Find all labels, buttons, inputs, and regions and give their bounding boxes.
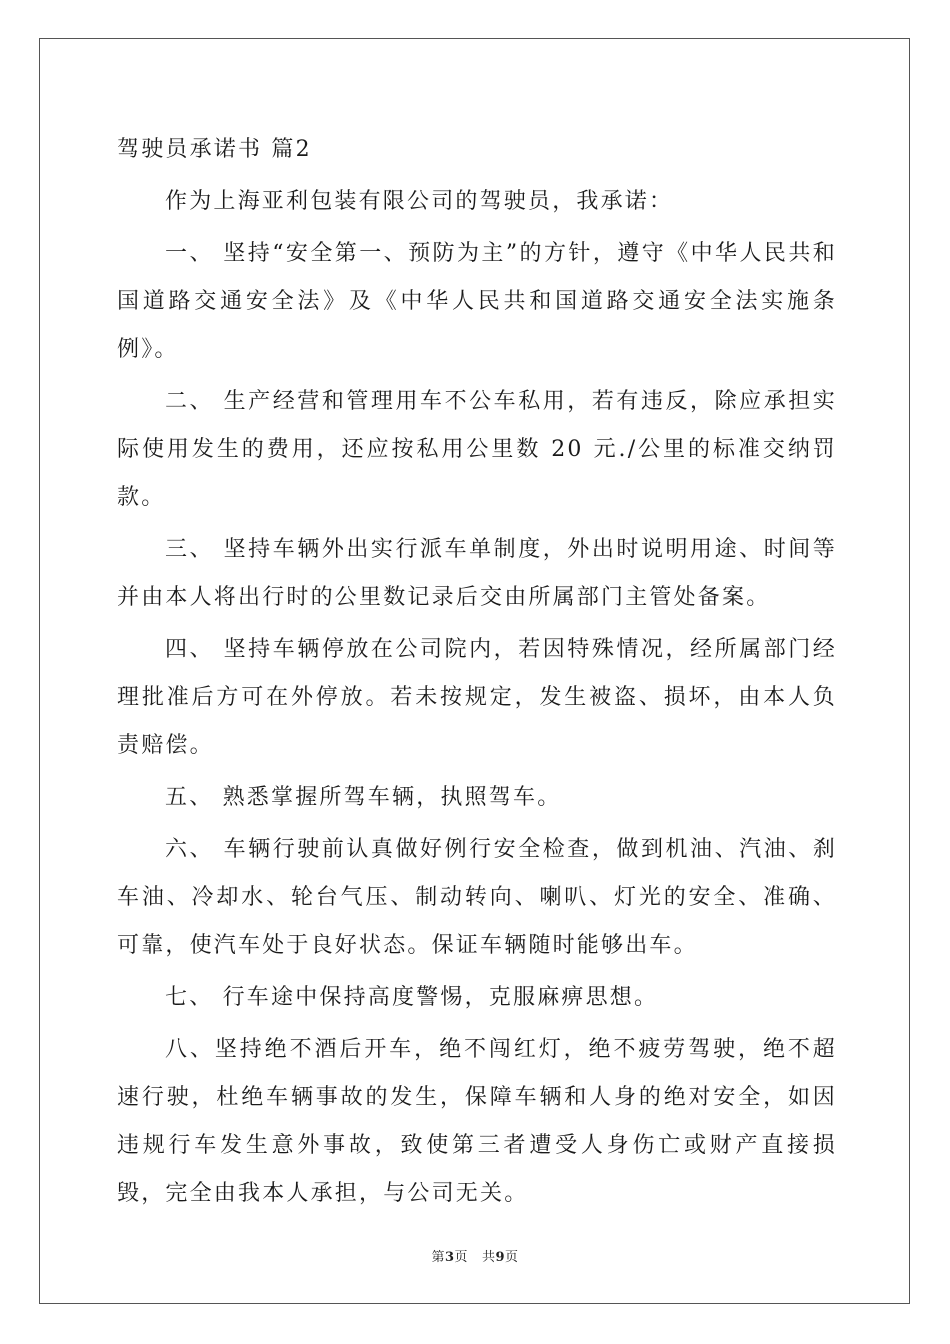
paragraph-item-6: 六、 车辆行驶前认真做好例行安全检查，做到机油、汽油、刹车油、冷却水、轮台气压、制动转向、喇叭、灯光的安全、准确、可靠，使汽车处于良好状态。保证车辆随时能够出车。 [117, 837, 837, 958]
page-footer [0, 1246, 950, 1265]
paragraph-item-7: 七、 行车途中保持高度警惕，克服麻痹思想。 [165, 985, 659, 1010]
document-body [117, 126, 837, 1218]
paragraph-item-4: 四、 坚持车辆停放在公司院内，若因特殊情况，经所属部门经理批准后方可在外停放。若未按规定，发生被盗、损坏，由本人负责赔偿。 [117, 637, 837, 758]
total-pages-number: 9 [495, 1250, 506, 1265]
paragraph-item-5: 五、 熟悉掌握所驾车辆，执照驾车。 [165, 785, 562, 810]
total-unit: 页 [505, 1250, 519, 1265]
paragraph-item-8: 八、坚持绝不酒后开车，绝不闯红灯，绝不疲劳驾驶，绝不超速行驶，杜绝车辆事故的发生，保障车辆和人身的绝对安全，如因违规行车发生意外事故，致使第三者遭受人身伤亡或财产直接损毁，完全由我本人承担，与公司无关。 [117, 1037, 837, 1206]
document-title: 驾驶员承诺书 篇2 [117, 137, 312, 162]
paragraph-intro: 作为上海亚利包装有限公司的驾驶员，我承诺： [165, 189, 674, 214]
paragraph-item-2: 二、 生产经营和管理用车不公车私用，若有违反，除应承担实际使用发生的费用，还应按私用公里数 20 元./公里的标准交纳罚款。 [117, 389, 837, 510]
total-prefix: 共 [481, 1250, 496, 1265]
current-page-number: 3 [444, 1250, 455, 1265]
page-prefix: 第 [431, 1250, 445, 1265]
paragraph-item-1: 一、 坚持“安全第一、预防为主”的方针，遵守《中华人民共和国道路交通安全法》及《中华人民共和国道路交通安全法实施条例》。 [117, 241, 837, 362]
page-unit: 页 [454, 1250, 469, 1265]
paragraph-item-3: 三、 坚持车辆外出实行派车单制度，外出时说明用途、时间等并由本人将出行时的公里数记录后交由所属部门主管处备案。 [117, 537, 837, 610]
